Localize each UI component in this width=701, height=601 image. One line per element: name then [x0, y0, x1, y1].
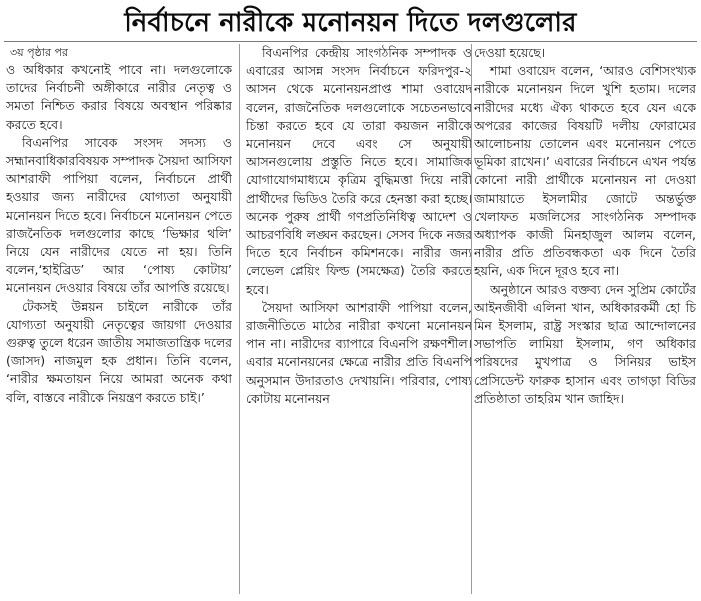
column-divider: [239, 44, 240, 594]
article-column-2: [246, 44, 472, 594]
paragraph: সৈয়দা আসিফা আশরাফী পাপিয়া বলেন, রাজনীতিতে মাঠের নারীরা কখনো মনোনয়ন পান না। নারীদের ব্যাপারে বিএনপি রক্ষণশীল। এবার মনোনয়নের ক্ষেত্রে নারীর প্রতি বিএনপি অনুসমান উদারতাও দেখায়নি। পরিবার, পোষ্য কোটায় মনোনয়ন: [246, 299, 472, 406]
column-divider: [471, 44, 472, 594]
article-column-1: [6, 44, 232, 594]
paragraph: অনুষ্ঠানে আরও বক্তব্য দেন সুপ্রিম কোর্টের আইনজীবী এলিনা খান, অধিকারকর্মী হো চি মিন ইসলাম, রাষ্ট্র সংস্কার ছাত্র আন্দোলনের সভাপতি লামিয়া ইসলাম, গণ অধিকার পরিষদের মুখপাত্র ও সিনিয়র ভাইস প্রেসিডেন্ট ফারুক হাসান এবং তাগড়া বিডির প্রতিষ্ঠাতা তাহরিম খান জাহিদ।: [474, 281, 696, 406]
paragraph: শামা ওবায়েদ বলেন, ‘আরও বেশিসংখ্যক নারীকে মনোনয়ন দিলে খুশি হতাম। দলের নারীদের মধ্যে ঐক্য থাকতে হবে যেন একে অপরের কাজের বিষয়টি দলীয় ফোরামের আলোচনায় তোলেন এবং মনোনয়ন পেতে ভূমিকা রাখেন।’ এবারের নির্বাচনে এখন পর্যন্ত কোনো নারী প্রার্থীকে মনোনয়ন না দেওয়া জামায়াতে ইসলামীর জোটে অন্তর্ভুক্ত খেলাফত মজলিসের সাংগঠনিক সম্পাদক অধ্যাপক কাজী মিনহাজুল আলম বলেন, নারীর প্রতি প্রতিবন্ধকতা এক দিনে তৈরি হয়নি, এক দিনে দূরও হবে না।: [474, 63, 696, 279]
paragraph: টেকসই উন্নয়ন চাইলে নারীকে তাঁর যোগ্যতা অনুযায়ী নেতৃত্বের জায়গা দেওয়ার গুরুত্ব তুলে ধরেন জাতীয় সমাজতান্ত্রিক দলের (জাসদ) নাজমুল হক প্রধান। তিনি বলেন, ‘নারীর ক্ষমতায়ন নিয়ে আমরা অনেক কথা বলি, বাস্তবে নারীকে নিয়ন্ত্রণ করতে চাই।’: [6, 298, 232, 405]
paragraph: দেওয়া হয়েছে।: [474, 45, 546, 60]
article-column-3: [474, 44, 696, 594]
headline: নির্বাচনে নারীকে মনোনয়ন দিতে দলগুলোর: [124, 8, 577, 38]
headline-divider: [4, 41, 697, 42]
continuation-note: ৩য় পৃষ্ঠার পর: [10, 46, 69, 59]
paragraph: বিএনপির সাবেক সংসদ সদস্য ও সহ্মানবাধিকারবিষয়ক সম্পাদক সৈয়দা আসিফা আশরাফী পাপিয়া বলেন, নির্বাচনে প্রার্থী হওয়ার জন্য নারীদের যোগ্যতা অনুযায়ী মনোনয়ন দিতে হবে। নির্বাচনে মনোনয়ন পেতে রাজনৈতিক দলগুলোর কাছে ‘ভিক্ষার থলি’ নিয়ে যেন নারীদের যেতে না হয়। তিনি বলেন,‘হাইব্রিড’ আর ‘পোষ্য কোটায়’ মনোনয়ন দেওয়ার বিষয়ে তাঁর আপত্তি রয়েছে।: [6, 134, 232, 296]
paragraph: বিএনপির কেন্দ্রীয় সাংগঠনিক সম্পাদক ও এবারের আসন্ন সংসদ নির্বাচনে ফরিদপুর-২ আসন থেকে মনোনয়নপ্রাপ্ত শামা ওবায়েদ বলেন, রাজনৈতিক দলগুলোকে সচেতনভাবে চিন্তা করতে হবে যে তারা কয়জন নারীকে মনোনয়ন দেবে এবং সে অনুযায়ী আসনগুলোয় প্রস্তুতি নিতে হবে। সামাজিক যোগাযোগমাধ্যমে কৃত্রিম বুদ্ধিমত্তা দিয়ে নারী প্রার্থীদের ভিডিও তৈরি করে হেনস্তা করা হচ্ছে। অনেক পুরুষ প্রার্থী গণপ্রতিনিধিত্ব আদেশ ও আচরণবিধি লঙ্ঘন করছেন। সেসব দিকে নজর দিতে হবে নির্বাচন কমিশনকে। নারীর জন্য লেভেল প্লেয়িং ফিল্ড (সমক্ষেত্র) তৈরি করতে হবে।: [246, 45, 472, 297]
paragraph: ও অধিকার কখনোই পাবে না। দলগুলোকে তাদের নির্বাচনী অঙ্গীকারে নারীর নেতৃত্ব ও সমতা নিশ্চিত করার বিষয়ে অবস্থান পরিষ্কার করতে হবে।: [6, 62, 232, 132]
